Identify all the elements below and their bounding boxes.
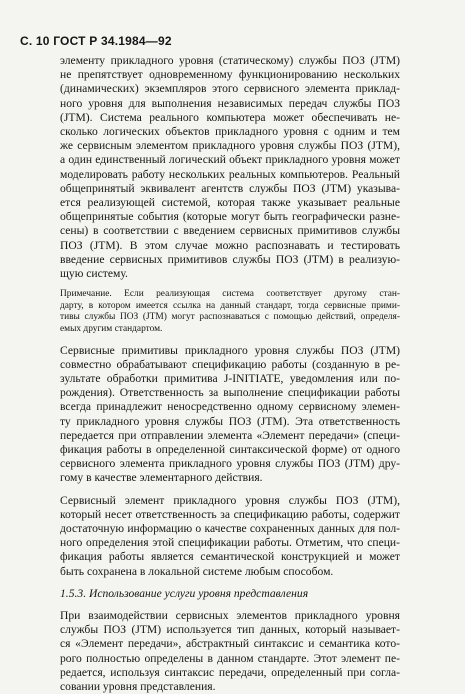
text-line: ПОЗ (JTM). В этом случае можно распознавать и тестировать (60, 238, 400, 252)
text-line: общепринятые события (которые могут быть географически разне- (60, 210, 400, 224)
text-line: Примечание. Если реализующая система соответствует другому стан- (60, 289, 400, 300)
paragraph-gap (60, 336, 400, 344)
text-line: тивы службы ПОЗ (JTM) могут распознаваться с помощью действий, определя- (60, 312, 400, 323)
body-paragraph (60, 344, 400, 486)
text-line: Сервисный элемент прикладного уровня службы ПОЗ (JTM), (60, 493, 400, 507)
text-line: же сервисным элементом прикладного уровня службы ПОЗ (JTM), (60, 139, 400, 153)
text-line: который несет ответственность за спецификацию работы, содержит (60, 507, 400, 521)
body-paragraph (60, 609, 400, 694)
text-line: рого полностью определены в данном стандарте. Этот элемент пе- (60, 651, 400, 665)
text-line: рождения). Ответственность за выполнение спецификации работы (60, 386, 400, 400)
paragraph-gap (60, 281, 400, 289)
text-line: 1.5.3. Использование услуги уровня представления (60, 586, 309, 600)
text-line: (динамических) экземпляров этого сервисного элемента приклад- (60, 82, 400, 96)
text-line: зультате обработки примитива J-INITIATE, уведомления или по- (60, 372, 400, 386)
section-heading (60, 587, 400, 601)
text-line: щую систему. (60, 267, 128, 281)
text-line: фикация работы в определенной синтаксической форме) от одного (60, 443, 400, 457)
text-line: ного определения этой спецификации работы. Отметим, что специ- (60, 536, 400, 550)
body-paragraph (60, 494, 400, 579)
text-line: дарту, в котором имеется ссылка на данный стандарт, тогда сервисные прими- (60, 300, 400, 311)
text-line: сколько логических объектов прикладного уровня с одним и тем (60, 125, 400, 139)
text-line: гому в качестве элементарного действия. (60, 471, 263, 485)
text-line: При взаимодействии сервисных элементов прикладного уровня (60, 609, 400, 623)
text-line: ного уровня для выполнения независимых передач службы ПОЗ (60, 96, 400, 110)
text-line: (JTM). Система реального компьютера может обеспечивать не- (60, 110, 400, 124)
text-line: сервисного элемента прикладного уровня службы ПОЗ (JTM) дру- (60, 457, 400, 471)
text-line: совании уровня представления. (60, 680, 216, 694)
text-line: емых другим стандартом. (60, 324, 163, 335)
text-line: передается при отправлении элемента «Элемент передачи» (специ- (60, 428, 400, 442)
text-line: ту прикладного уровня службы ПОЗ (JTM). Эта ответственность (60, 414, 400, 428)
text-line: введение сервисных примитивов службы ПОЗ (JTM) в реализую- (60, 252, 400, 266)
text-line: общепринятый эквивалент агентств службы ПОЗ (JTM) указыва- (60, 181, 400, 195)
body-paragraph (60, 54, 400, 281)
text-line: не препятствует одновременному функционированию нескольких (60, 68, 400, 82)
text-line: элементу прикладного уровня (статическому) службы ПОЗ (JTM) (60, 54, 400, 67)
text-line: достаточную информацию о качестве сохраненных данных для пол- (60, 522, 400, 536)
text-line: а один единственный логический объект прикладного уровня может (60, 153, 400, 167)
paragraph-gap (60, 601, 400, 609)
text-line: редается, используя синтаксис передачи, определенный при согла- (60, 665, 400, 679)
note-paragraph (60, 289, 400, 335)
text-line: быть сохранена в локальной системе любым способом. (60, 564, 334, 578)
text-line: ется реализующей системой, которая также указывает реальные (60, 196, 400, 210)
text-line: совместно обрабатывают спецификацию работы (созданную в ре- (60, 357, 400, 371)
paragraph-gap (60, 579, 400, 587)
text-line: фикация работы является семантической конструкцией и может (60, 550, 400, 564)
text-line: Сервисные примитивы прикладного уровня службы ПОЗ (JTM) (60, 343, 400, 357)
text-line: всегда принадлежит неносредственно одному сервисному элемен- (60, 400, 400, 414)
page-header: С. 10 ГОСТ Р 34.1984—92 (20, 34, 172, 48)
paragraph-gap (60, 486, 400, 494)
text-line: службы ПОЗ (JTM) используется тип данных, который называет- (60, 623, 400, 637)
text-line: ся «Элемент передачи», абстрактный синтаксис и семантика кото- (60, 637, 400, 651)
document-body (60, 54, 400, 694)
text-line: моделировать работу нескольких реальных компьютеров. Реальный (60, 167, 400, 181)
text-line: сены) в соответствии с введением сервисных примитивов службы (60, 224, 400, 238)
